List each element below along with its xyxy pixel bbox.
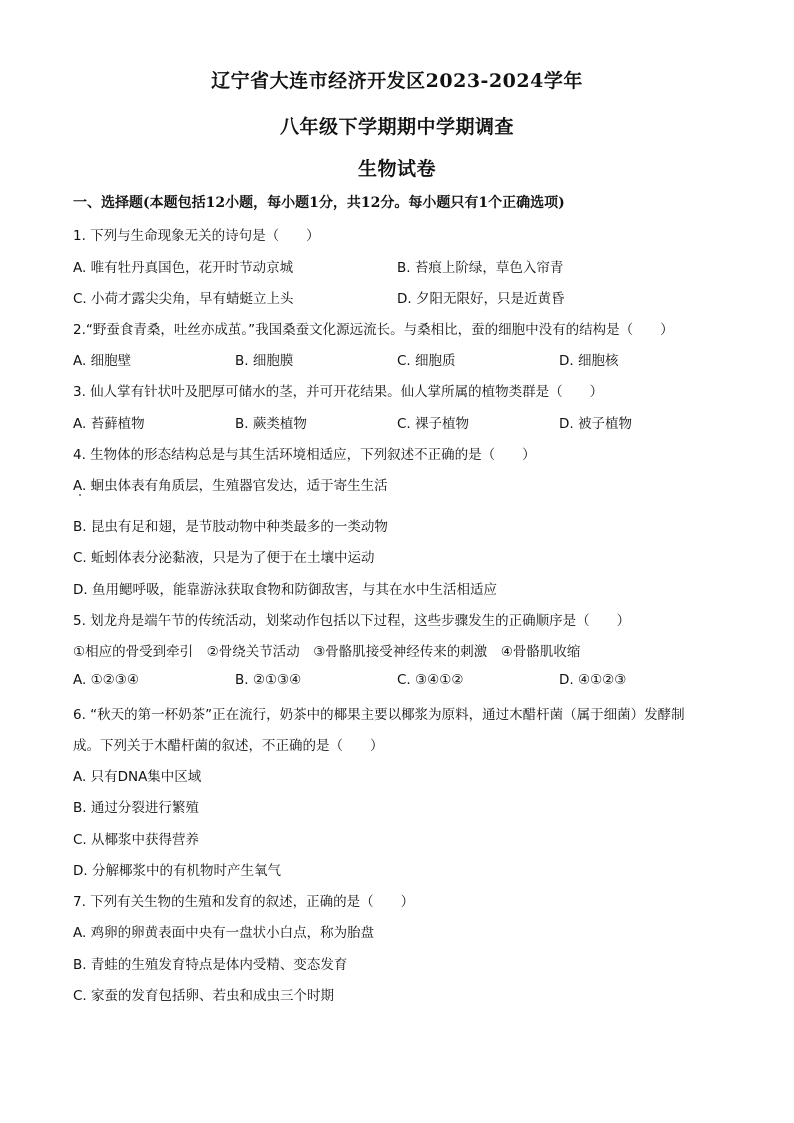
- q5-option-b: B. ②①③④: [235, 672, 302, 688]
- scan-speck: [79, 494, 81, 496]
- q4-option-c: C. 蚯蚓体表分泌黏液，只是为了便于在土壤中运动: [73, 550, 375, 566]
- q1-stem: 1. 下列与生命现象无关的诗句是（ ）: [73, 228, 320, 244]
- q5-option-a: A. ①②③④: [73, 672, 139, 688]
- q5-stem: 5. 划龙舟是端午节的传统活动，划桨动作包括以下过程，这些步骤发生的正确顺序是（ ）: [73, 613, 631, 629]
- q5-option-d: D. ④①②③: [559, 672, 627, 688]
- q2-option-d: D. 细胞核: [559, 353, 619, 369]
- q1-option-b: B. 苔痕上阶绿，草色入帘青: [397, 260, 564, 276]
- q3-option-c: C. 裸子植物: [397, 416, 470, 432]
- q2-option-a: A. 细胞壁: [73, 353, 132, 369]
- q1-option-a: A. 唯有牡丹真国色，花开时节动京城: [73, 260, 294, 276]
- q3-option-d: D. 被子植物: [559, 416, 632, 432]
- q7-option-b: B. 青蛙的生殖发育特点是体内受精、变态发育: [73, 957, 348, 973]
- q2-option-c: C. 细胞质: [397, 353, 456, 369]
- q3-option-a: A. 苔藓植物: [73, 416, 145, 432]
- q2-stem: 2.“野蚕食青桑，吐丝亦成茧。”我国桑蚕文化源远流长。与桑相比，蚕的细胞中没有的结构是（ ）: [73, 322, 674, 338]
- q7-stem: 7. 下列有关生物的生殖和发育的叙述，正确的是（ ）: [73, 894, 415, 910]
- q1-option-d: D. 夕阳无限好，只是近黄昏: [397, 291, 565, 307]
- q6-stem-line2: 成。下列关于木醋杆菌的叙述，不正确的是（ ）: [73, 738, 384, 754]
- q4-option-b: B. 昆虫有足和翅，是节肢动物中种类最多的一类动物: [73, 519, 388, 535]
- q6-option-c: C. 从椰浆中获得营养: [73, 832, 200, 848]
- q6-option-d: D. 分解椰浆中的有机物时产生氧气: [73, 863, 281, 879]
- q5-option-c: C. ③④①②: [397, 672, 464, 688]
- q2-option-b: B. 细胞膜: [235, 353, 294, 369]
- q7-option-a: A. 鸡卵的卵黄表面中央有一盘状小白点，称为胎盘: [73, 925, 375, 941]
- q3-option-b: B. 蕨类植物: [235, 416, 307, 432]
- exam-title-line2: 八年级下学期期中学期调查: [279, 116, 514, 138]
- q4-option-a: A. 蛔虫体表有角质层，生殖器官发达，适于寄生生活: [73, 478, 388, 494]
- q7-option-c: C. 家蚕的发育包括卵、若虫和成虫三个时期: [73, 988, 335, 1004]
- q6-option-a: A. 只有DNA集中区域: [73, 769, 202, 785]
- section-heading-choice: 一、选择题(本题包括12小题，每小题1分，共12分。每小题只有1个正确选项): [73, 195, 565, 211]
- q4-stem: 4. 生物体的形态结构总是与其生活环境相适应，下列叙述不正确的是（ ）: [73, 447, 536, 463]
- q1-option-c: C. 小荷才露尖尖角，早有蜻蜓立上头: [73, 291, 294, 307]
- exam-title-subject: 生物试卷: [357, 158, 436, 180]
- q3-stem: 3. 仙人掌有针状叶及肥厚可储水的茎，并可开花结果。仙人掌所属的植物类群是（ ）: [73, 384, 604, 400]
- q5-steps: ①相应的骨受到牵引 ②骨绕关节活动 ③骨骼肌接受神经传来的刺激 ④骨骼肌收缩: [73, 644, 581, 660]
- exam-title-line1: 辽宁省大连市经济开发区2023-2024学年: [211, 70, 583, 92]
- q6-option-b: B. 通过分裂进行繁殖: [73, 800, 199, 816]
- q6-stem-line1: 6. “秋天的第一杯奶茶”正在流行，奶茶中的椰果主要以椰浆为原料，通过木醋杆菌（属于细菌）发酵制: [73, 707, 685, 723]
- q4-option-d: D. 鱼用鳃呼吸，能靠游泳获取食物和防御敌害，与其在水中生活相适应: [73, 582, 497, 598]
